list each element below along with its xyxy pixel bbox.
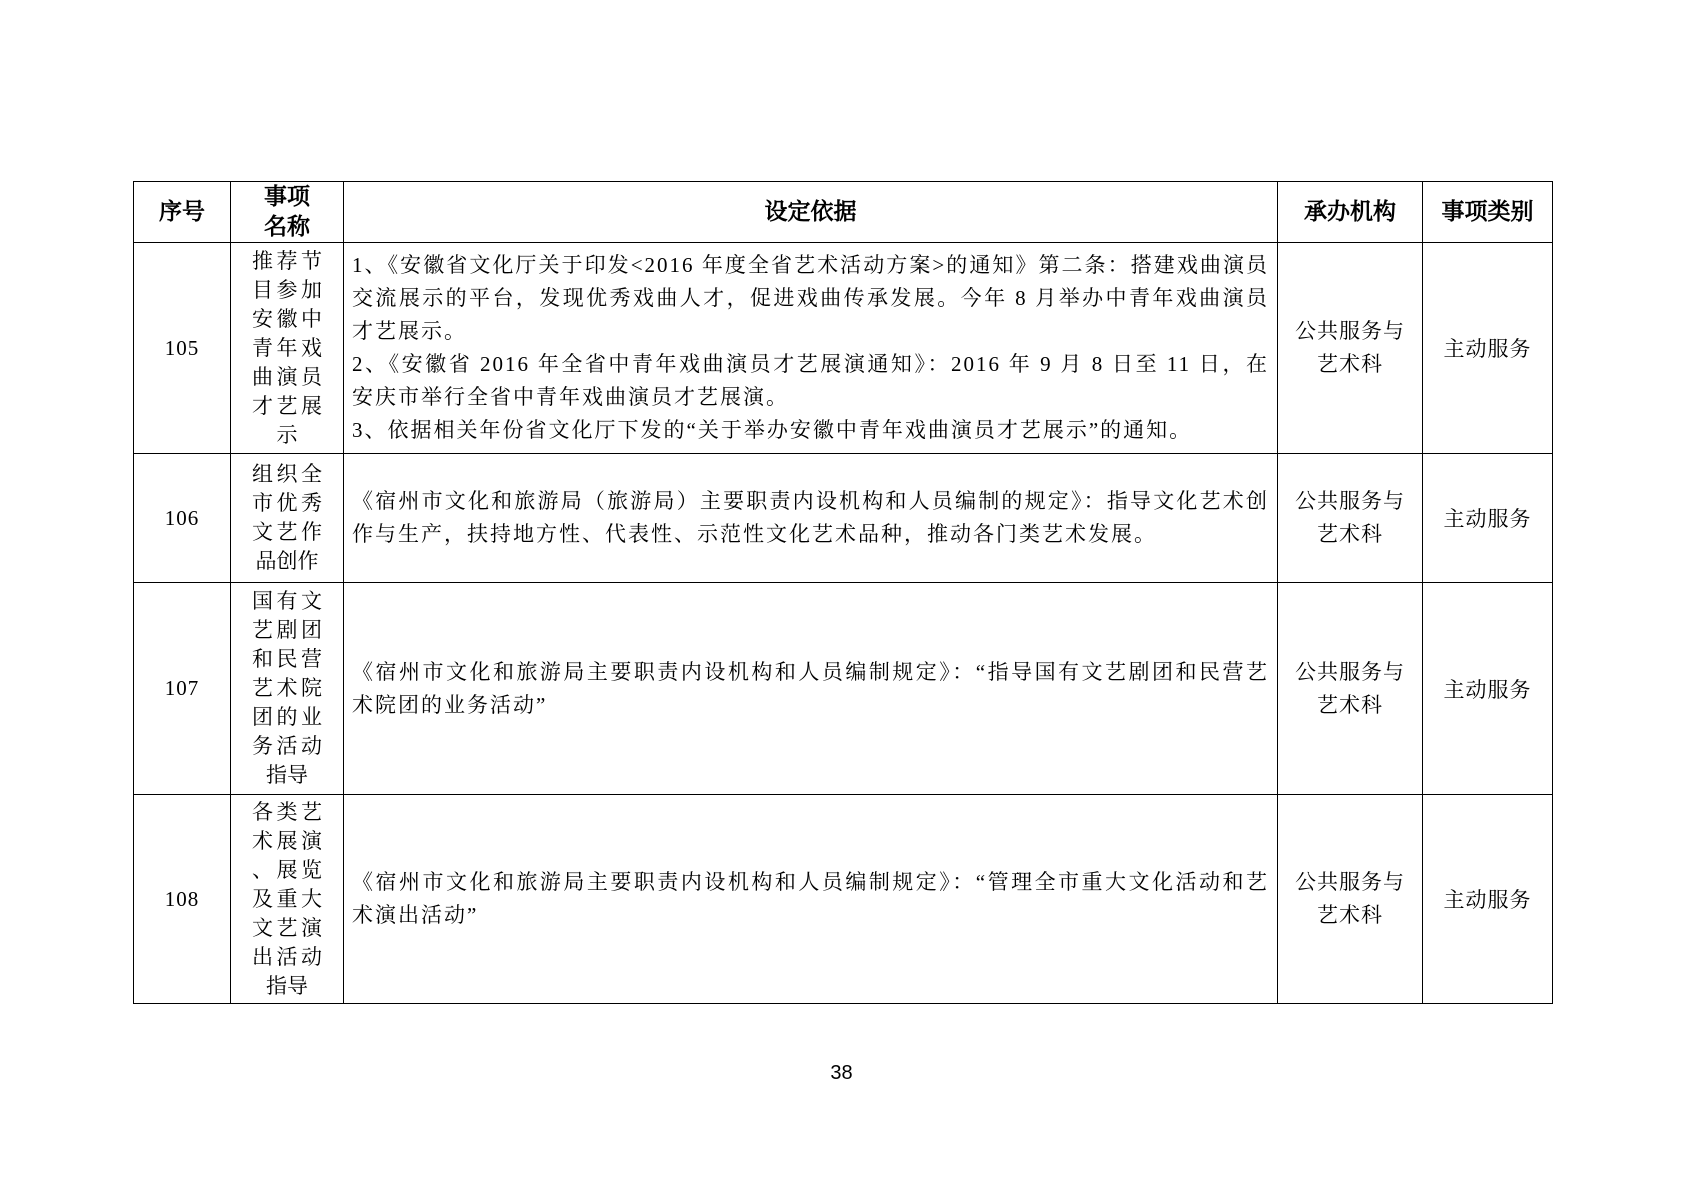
cell-name [231,583,344,795]
table-row-107 [134,583,1553,795]
cell-agency [1278,454,1423,583]
cell-seq [134,795,231,1004]
cell-basis [344,454,1278,583]
table-row-106 [134,454,1553,583]
header-name [231,182,344,243]
row-name: 组织全市优秀文艺作品创作 [252,462,322,573]
basis-text [344,866,1277,932]
row-name: 国有文艺剧团和民营艺术院团的业务活动指导 [252,589,322,787]
basis-paragraph: 3、依据相关年份省文化厅下发的“关于举办安徽中青年戏曲演员才艺展示”的通知。 [352,418,1193,442]
basis-text [344,485,1277,551]
cell-category [1423,243,1553,454]
header-agency [1278,182,1423,243]
header-seq [134,182,231,243]
row-seq: 106 [164,505,200,530]
row-agency: 公共服务与艺术科 [1295,870,1405,927]
cell-basis [344,795,1278,1004]
header-basis [344,182,1278,243]
row-category: 主动服务 [1443,888,1532,912]
cell-agency [1278,583,1423,795]
row-category: 主动服务 [1443,677,1532,702]
cell-name [231,795,344,1004]
cell-category [1423,454,1553,583]
row-category: 主动服务 [1443,507,1532,531]
cell-name [231,243,344,454]
cell-basis [344,243,1278,454]
cell-seq [134,583,231,795]
row-category: 主动服务 [1443,337,1532,361]
basis-paragraph: 1、《安徽省文化厅关于印发<2016 年度全省艺术活动方案>的通知》第二条：搭建戏曲演员交流展示的平台，发现优秀戏曲人才，促进戏曲传承发展。今年 8 月举办中青年戏曲演员才艺展示。 [352,253,1269,343]
row-agency: 公共服务与艺术科 [1295,489,1405,546]
header-name-label: 事项名称 [264,184,310,239]
cell-basis [344,583,1278,795]
cell-agency [1278,243,1423,454]
header-basis-label: 设定依据 [764,199,857,224]
basis-text [344,249,1277,447]
row-name: 各类艺术展演、展览及重大文艺演出活动指导 [252,799,322,998]
row-seq: 105 [164,335,200,360]
row-name: 推荐节目参加安徽中青年戏曲演员才艺展示 [252,248,322,447]
header-category [1423,182,1553,243]
basis-paragraph: 《宿州市文化和旅游局主要职责内设机构和人员编制规定》：“指导国有文艺剧团和民营艺术院团的业务活动” [352,659,1269,717]
table-header-row [134,182,1553,243]
basis-paragraph: 2、《安徽省 2016 年全省中青年戏曲演员才艺展演通知》：2016 年 9 月 8 日至 11 日，在安庆市举行全省中青年戏曲演员才艺展演。 [352,352,1269,409]
row-agency: 公共服务与艺术科 [1295,659,1405,717]
header-seq-label: 序号 [159,199,205,224]
service-items-table [133,181,1553,1004]
header-category-label: 事项类别 [1441,199,1534,224]
row-agency: 公共服务与艺术科 [1295,319,1405,376]
row-seq: 107 [164,676,200,700]
cell-category [1423,583,1553,795]
cell-agency [1278,795,1423,1004]
basis-paragraph: 《宿州市文化和旅游局（旅游局）主要职责内设机构和人员编制的规定》：指导文化艺术创作与生产，扶持地方性、代表性、示范性文化艺术品种，推动各门类艺术发展。 [352,489,1269,546]
basis-paragraph: 《宿州市文化和旅游局主要职责内设机构和人员编制规定》：“管理全市重大文化活动和艺术演出活动” [352,870,1269,927]
cell-category [1423,795,1553,1004]
table-row-105 [134,243,1553,454]
row-seq: 108 [164,886,200,911]
cell-name [231,454,344,583]
cell-seq [134,243,231,454]
header-agency-label: 承办机构 [1304,199,1396,224]
table-row-108 [134,795,1553,1004]
cell-seq [134,454,231,583]
basis-text [344,656,1277,722]
page-number: 38 [830,1062,853,1084]
